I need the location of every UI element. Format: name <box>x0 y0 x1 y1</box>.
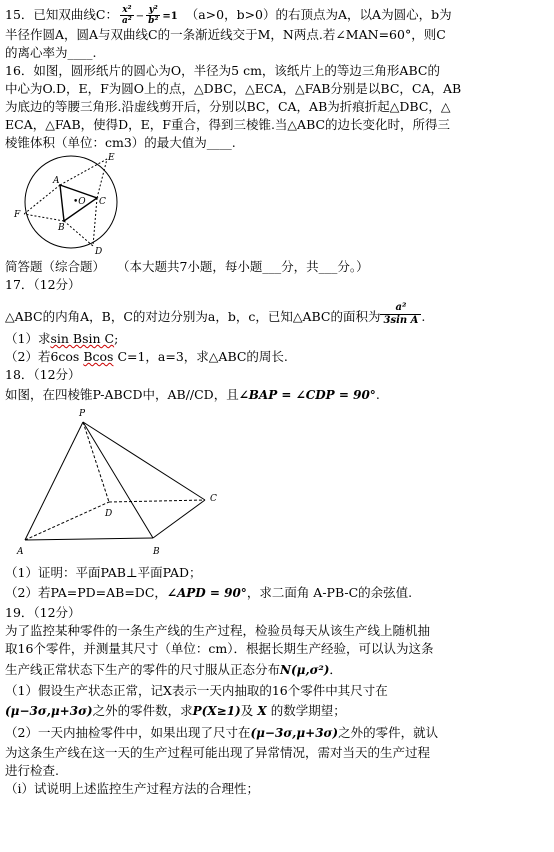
q18-part-1: （1）证明：平面PAB⊥平面PAD； <box>5 565 202 580</box>
q19-line-7: 为这条生产线在这一天的生产过程可能出现了异常情况，需对当天的生产过程 <box>5 745 431 760</box>
q17-heading: 17．（12分） <box>5 277 81 292</box>
q19-line-1: 为了监控某种零件的一条生产线的生产过程，检验员每天从该生产线上随机抽 <box>5 623 431 638</box>
q16-line-4: ECA，△FAB，使得D，E，F重合，得到三棱锥.当△ABC的边长变化时，所得三 <box>5 117 451 132</box>
q16-line-1: 16．如图，圆形纸片的圆心为O，半径为5 cm，该纸片上的等边三角形ABC的 <box>5 63 440 78</box>
q15-fraction-y: $\frac{\text{y²}}{\text{b²}}$ <box>148 5 159 26</box>
q18-heading: 18．（12分） <box>5 367 81 382</box>
q19-line-4: （1）假设生产状态正常，记X表示一天内抽取的16个零件中其尺寸在 <box>5 683 388 698</box>
q15-text: 15．已知双曲线C： <box>5 7 118 22</box>
label-B: B <box>153 547 160 557</box>
q15-line-2: 半径作圆A，圆A与双曲线C的一条渐近线交于M，N两点.若∠MAN=60°，则C <box>5 27 446 42</box>
q16-line-2: 中心为O.D，E，F为圆O上的点，△DBC，△ECA，△FAB分别是以BC，CA，AB <box>5 81 462 96</box>
section-title: 简答题（综合题） <box>5 259 106 274</box>
q19-line-3: 生产线正常状态下生产的零件的尺寸服从正态分布N(μ,σ²)． <box>5 662 342 677</box>
section-heading <box>5 258 549 276</box>
label-D: D <box>105 509 113 519</box>
label-B: B <box>58 223 65 233</box>
q17-line-1: △ABC的内角A，B，C的对边分别为a，b，c，已知△ABC的面积为 $\frac{\text{a²}}{\text{3sin A}}$ . <box>5 302 426 326</box>
q19-line-8: 进行检查. <box>5 763 59 778</box>
q19-heading: 19．（12分） <box>5 605 81 620</box>
circle-triangle-diagram <box>11 152 131 254</box>
q19-line-9: （ⅰ）试说明上述监控生产过程方法的合理性； <box>5 781 259 796</box>
q18-figure <box>5 406 549 564</box>
q17-part-1: （1）求sin Bsin C; <box>5 331 119 346</box>
q18-part-2: （2）若PA=PD=AB=DC，∠APD = 90°，求二面角 A-PB-C的余弦值. <box>5 585 413 600</box>
label-A: A <box>17 547 24 557</box>
q17-text: △ABC的内角A，B，C的对边分别为a，b，c，已知△ABC的面积为 <box>5 309 381 324</box>
q18-angle-apd: ∠APD = 90° <box>166 586 247 600</box>
label-F: F <box>14 210 21 220</box>
q17-part-2: （2）若6cos Bcos C=1，a=3，求△ABC的周长. <box>5 349 288 364</box>
q17-bcos: Bcos <box>83 349 114 364</box>
q15-line-1: 15．已知双曲线C： $\frac{\text{x²}}{\text{a²}}$ − $\frac{\text{y²}}{\text{b²}}$ =1 （a>0，b>0）的右顶点为A，以A为圆心，b为 <box>5 5 452 26</box>
section-desc: （本大题共7小题，每小题___分，共___分。） <box>116 259 369 274</box>
q15-eq-rhs: =1 <box>162 11 178 22</box>
q19-line-2: 取16个零件，并测量其尺寸（单位：cm）．根据长期生产经验，可以认为这条 <box>5 641 434 656</box>
q16-line-3: 为底边的等腰三角形.沿虚线剪开后，分别以BC，CA，AB为折痕折起△DBC，△ <box>5 99 451 114</box>
q18-angle-condition: ∠BAP = ∠CDP = 90° <box>238 388 376 402</box>
document <box>5 4 549 798</box>
q16-figure <box>5 152 549 254</box>
q15-fraction-x: $\frac{\text{x²}}{\text{a²}}$ <box>121 5 132 26</box>
pyramid-diagram <box>13 406 243 564</box>
q17-area-fraction: $\frac{\text{a²}}{\text{3sin A}}$ <box>380 302 421 327</box>
q19-line-5: (μ−3σ,μ+3σ)之外的零件数，求P(X≥1)及 X 的数学期望； <box>5 703 346 718</box>
label-O: •O <box>73 197 86 207</box>
label-D: D <box>95 247 103 254</box>
q16-line-5: 棱锥体积（单位：cm3）的最大值为____. <box>5 135 236 150</box>
q15-text-2: （a>0，b>0）的右顶点为A，以A为圆心，b为 <box>185 7 452 22</box>
q18-line-1: 如图，在四棱锥P-ABCD中，AB//CD，且∠BAP = ∠CDP = 90°. <box>5 387 380 402</box>
label-C: C <box>210 494 217 504</box>
q19-line-6: （2）一天内抽检零件中，如果出现了尺寸在(μ−3σ,μ+3σ)之外的零件，就认 <box>5 725 439 740</box>
q19-normal-dist: N(μ,σ²) <box>280 663 330 677</box>
label-C: C <box>99 197 106 207</box>
label-E: E <box>108 153 115 163</box>
q19-probability: P(X≥1) <box>192 704 241 718</box>
q19-var-x: X <box>257 704 267 718</box>
q17-sinbsinc: sin Bsin C <box>50 331 115 346</box>
label-A: A <box>53 176 60 186</box>
q19-interval-2: (μ−3σ,μ+3σ) <box>250 726 339 740</box>
label-P: P <box>79 409 86 419</box>
q15-line-3: 的离心率为____. <box>5 45 97 60</box>
q19-interval: (μ−3σ,μ+3σ) <box>5 704 93 718</box>
